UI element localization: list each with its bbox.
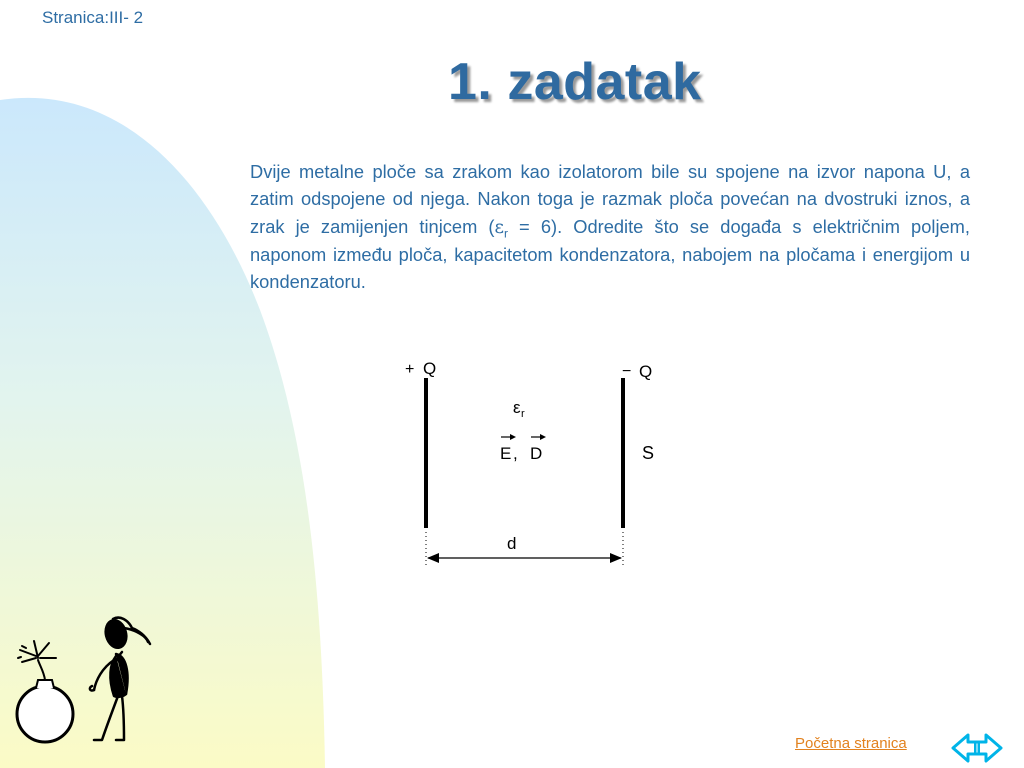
field-d-label: D (530, 444, 543, 463)
field-e-label: E (500, 444, 512, 463)
bomb-icon (12, 636, 82, 751)
epsilon-symbol: ε (494, 216, 504, 238)
minus-charge-label: Q (639, 362, 653, 381)
problem-text-part-2: = 6). Odredite što se događa s električnim poljem, naponom između ploča, kapacitetom kondenzatora, nabojem na pločama i energijom u kondenzatoru. (250, 215, 970, 293)
plus-sign: + (405, 361, 415, 378)
distance-dimension-arrow (427, 553, 622, 563)
thinking-man-icon (80, 612, 160, 752)
next-arrow-icon (974, 728, 1004, 768)
capacitor-diagram (380, 345, 680, 575)
distance-label: d (507, 534, 517, 553)
page-number-label: Stranica:III- 2 (42, 8, 144, 27)
area-label: S (642, 443, 655, 463)
next-page-button[interactable] (974, 728, 1004, 768)
epsilon-subscript-diagram: r (521, 408, 525, 420)
vector-arrow-d (531, 434, 546, 440)
minus-sign: − (622, 363, 632, 380)
problem-text-part-1: Dvije metalne ploče sa zrakom kao izolatorom bile su spojene na izvor napona U, a zatim odspojene od njega. Nakon toga je razmak ploča povećan na dvostruki iznos, a zrak je zamijenjen tinjcem ( (250, 161, 970, 237)
vector-arrow-e (501, 434, 516, 440)
home-page-link[interactable]: Početna stranica (795, 735, 907, 752)
epsilon-subscript: r (503, 226, 508, 241)
field-comma: , (513, 444, 518, 463)
page-title: 1. zadatak (448, 53, 702, 111)
problem-text (250, 158, 970, 295)
epsilon-symbol-diagram: ε (513, 398, 521, 417)
plus-charge-label: Q (423, 359, 437, 378)
